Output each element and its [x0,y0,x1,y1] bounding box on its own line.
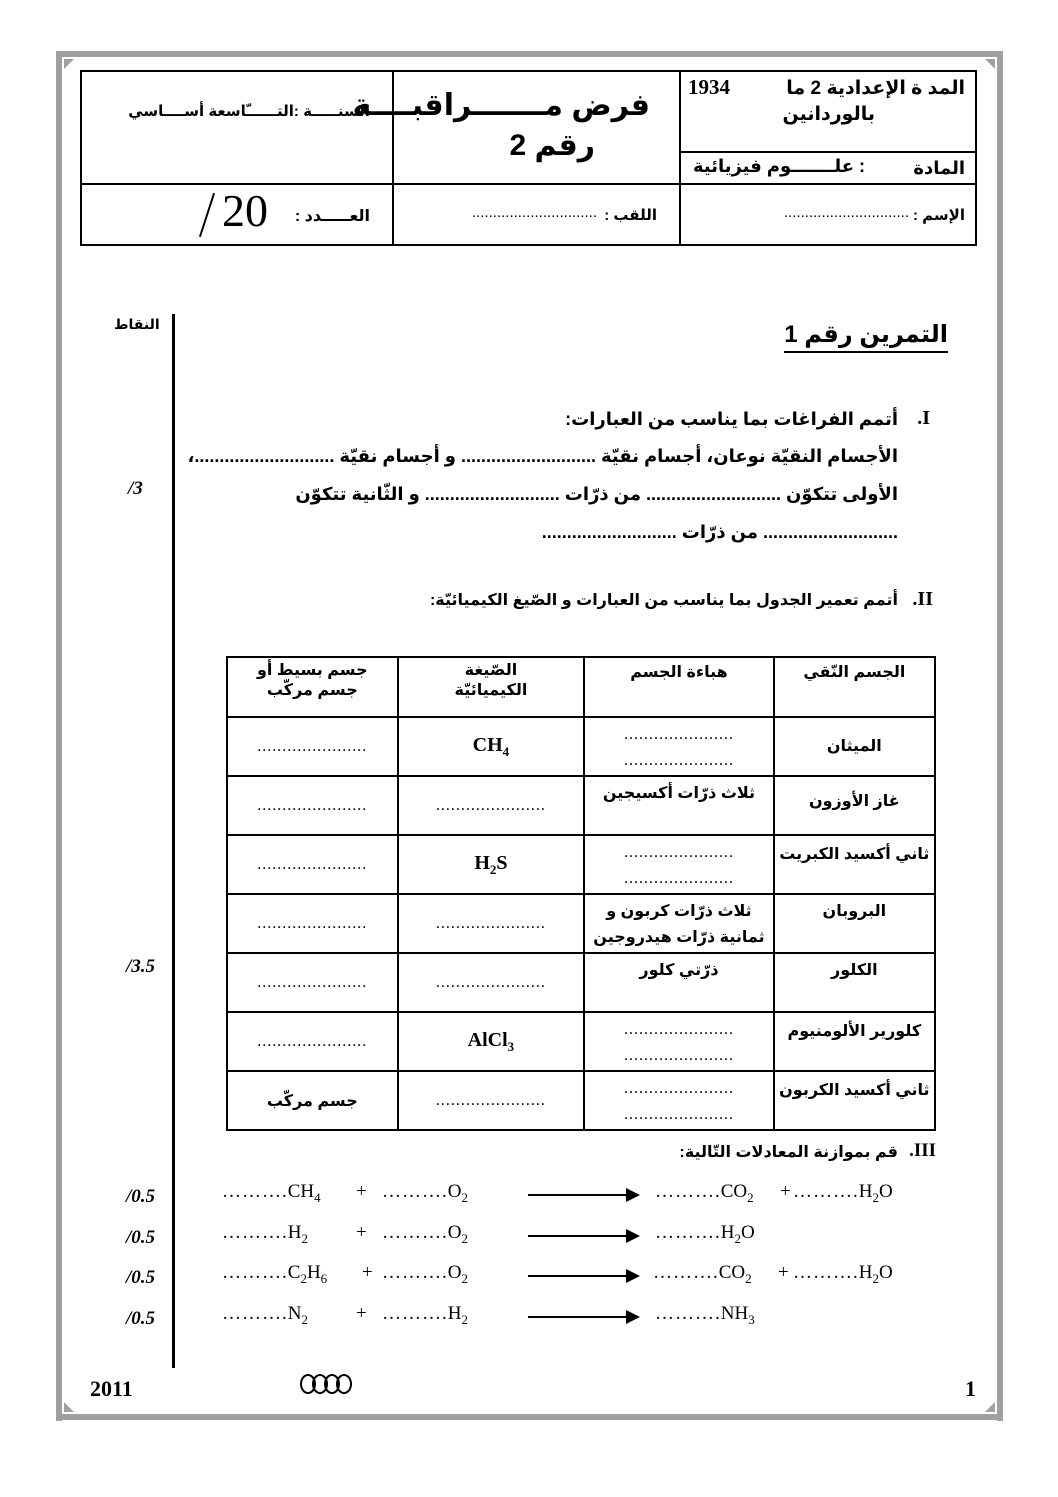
score-max: 20 [222,185,268,236]
formula: O [447,1262,462,1283]
cell-body-type[interactable] [227,1012,398,1071]
equation-points: /0.5 [126,1227,156,1248]
reactant-1[interactable] [222,1303,308,1328]
blank-field[interactable]: ...................... [623,1021,734,1038]
cell-body-type [227,1071,398,1130]
reactant-2[interactable] [382,1181,468,1206]
formula: O [878,1181,893,1202]
formula: H [858,1262,873,1283]
blank-field[interactable]: ...................... [623,1080,734,1097]
formula-subscript: 2 [747,1189,754,1205]
product-1[interactable] [655,1222,755,1247]
blank-field[interactable]: ...................... [257,796,368,814]
reactant-1[interactable] [222,1222,308,1247]
page-frame-left [56,51,62,1421]
cell-formula [398,717,585,776]
cell-formula[interactable] [398,776,585,835]
cell-formula[interactable] [398,953,585,1012]
part1-line[interactable]: الأجسام النقيّة نوعان، أجسام نقيّة ........................... و أجسام نقيّة ............................، [187,446,898,466]
molecule-text: ذرّتي كلور [639,962,719,979]
footer-mark [300,1374,352,1401]
points-column-divider [172,314,175,1368]
reactant-1[interactable] [222,1181,321,1206]
cell-pure-body: غاز الأوزون [774,776,935,835]
header-divider [82,183,975,185]
cell-pure-body: الكلور [774,953,935,1012]
blank-field[interactable]: ...................... [435,796,546,814]
plus-sign: + [356,1222,367,1243]
formula: CO [720,1181,748,1202]
name-label: الإسم : [913,207,965,224]
footer-year: 2011 [90,1376,133,1401]
cell-body-type[interactable] [227,776,398,835]
formula: N [287,1303,302,1324]
frame-corner-icon [985,1402,995,1412]
cell-molecule[interactable] [584,835,773,894]
cell-body-type[interactable] [227,894,398,953]
product-1[interactable] [655,1181,754,1206]
formula-subscript: 2 [461,1189,468,1205]
coefficient-blank[interactable]: ………. [793,1181,859,1202]
formula: C [287,1262,301,1283]
cell-body-type[interactable] [227,953,398,1012]
body-type-text: جسم مركّب [266,1092,358,1110]
header-formula: الصّيغة الكيميائيّة [398,657,585,717]
coefficient-blank[interactable]: ………. [655,1222,721,1243]
blank-field[interactable]: ...................... [623,870,734,887]
formula-tail: S [496,851,508,874]
cell-molecule[interactable] [584,894,773,953]
cell-pure-body: ثاني أكسيد الكبريت [774,835,935,894]
cell-molecule[interactable] [584,1071,773,1130]
header-body-type: جسم بسيط أو جسم مركّب [227,657,398,717]
plus-sign: + [362,1262,373,1283]
cell-body-type[interactable] [227,835,398,894]
score-label: العـــــدد : [294,208,370,225]
blank-field[interactable]: ...................... [623,1106,734,1123]
frame-corner-icon [64,59,74,69]
formula: CO [718,1262,746,1283]
frame-corner-icon [985,59,995,69]
frame-corner-icon [64,1402,74,1412]
exam-header [80,70,977,246]
formula-subscript: 4 [502,743,510,759]
name-field[interactable]: .............................. [783,204,909,221]
blank-field[interactable]: ...................... [623,752,734,769]
plus-sign: + [780,1181,791,1202]
part3-numeral: III. [909,1140,936,1161]
formula: O [447,1222,462,1243]
cell-formula[interactable] [398,894,585,953]
coefficient-blank[interactable]: ………. [382,1262,448,1283]
reaction-arrow-icon [528,1194,638,1196]
table-row [227,894,935,953]
coefficient-blank[interactable]: ………. [653,1262,719,1283]
formula: H [858,1181,873,1202]
formula-subscript: 3 [748,1311,755,1327]
part1-line[interactable]: الأولى تتكوّن ........................... من ذرّات ........................... و الثّانية تتكوّن [295,484,898,504]
formula: H [287,1222,302,1243]
cell-formula [398,835,585,894]
blank-field[interactable]: ...................... [257,855,368,873]
table-row [227,835,935,894]
surname-label: اللقب : [604,207,657,224]
reactant-2[interactable] [382,1222,468,1247]
cell-body-type[interactable] [227,717,398,776]
blank-field[interactable]: ...................... [257,973,368,991]
blank-field[interactable]: ...................... [623,726,734,743]
formula: CH [287,1181,315,1202]
molecule-text: ثمانية ذرّات هيدروجين [593,929,765,946]
cell-formula [398,1012,585,1071]
formula: O [878,1262,893,1283]
formula-subscript: 2 [301,1230,308,1246]
cell-formula[interactable] [398,1071,585,1130]
part3-instruction: قم بموازنة المعادلات التّالية: [679,1144,898,1161]
coefficient-blank[interactable]: ………. [222,1303,288,1324]
part2-points: /3.5 [126,956,156,977]
header-pure-body: الجسم النّقي [774,657,935,717]
exam-number: رقم 2 [509,129,595,162]
coefficient-blank[interactable]: ………. [222,1262,288,1283]
part1-instruction: أتمم الفراغات بما يناسب من العبارات: [565,409,898,429]
blank-field[interactable]: ...................... [257,737,368,755]
surname-field[interactable]: .............................. [471,204,597,221]
plus-sign: + [356,1181,367,1202]
blank-field[interactable]: ...................... [623,1047,734,1064]
compounds-table [226,656,936,1131]
plus-sign: + [778,1262,789,1283]
page-number: 1 [965,1376,976,1401]
school-name: المد ة الإعدادية 2 ما [786,78,965,99]
formula-subscript: 2 [461,1311,468,1327]
blank-field[interactable]: ...................... [435,973,546,991]
subject-label: المادة [913,158,965,178]
formula-subscript: 3 [507,1038,515,1054]
reaction-arrow-icon [528,1235,638,1237]
coefficient-blank[interactable]: ………. [793,1262,859,1283]
part1-numeral: I. [917,407,930,429]
table-header-row [227,657,935,717]
formula: H [447,1303,462,1324]
points-header: النقاط [114,316,160,332]
molecule-text: ثلاث ذرّات كربون و [606,903,752,920]
school-year-label: السنـــــة :التــــــّاسعة أســــاسي [128,103,370,120]
blank-field[interactable]: ...................... [623,844,734,861]
cell-molecule[interactable] [584,953,773,1012]
table-row [227,1071,935,1130]
formula-subscript: 2 [301,1311,308,1327]
formula-subscript: 2 [489,861,497,877]
header-divider [679,151,975,153]
formula-subscript: 6 [320,1270,328,1286]
school-location: بالوردانين [782,104,875,125]
cell-pure-body: ثاني أكسيد الكربون [774,1071,935,1130]
molecule-text: ثلاث ذرّات أكسيجين [602,785,756,802]
blank-field[interactable]: ...................... [257,914,368,932]
formula-subscript: 2 [461,1230,468,1246]
reaction-arrow-icon [528,1275,638,1277]
header-molecule: هباءة الجسم [584,657,773,717]
reactant-2[interactable] [382,1262,468,1287]
plus-sign: + [356,1303,367,1324]
formula-subscript: 2 [872,1270,879,1286]
part1-points: /3 [128,478,143,499]
cell-pure-body: الميثان [774,717,935,776]
formula-subscript: 2 [745,1270,752,1286]
formula-subscript: 2 [461,1270,468,1286]
score-slash [199,193,215,237]
coefficient-blank[interactable]: ………. [382,1303,448,1324]
coefficient-blank[interactable]: ………. [382,1222,448,1243]
subject-value: : علـــــــوم فيزيائية [692,156,865,176]
chemical-formula: H [474,851,490,874]
page-frame-bottom [56,1414,1003,1420]
blank-field[interactable]: ...................... [257,1032,368,1050]
table-row [227,953,935,1012]
formula-subscript: 2 [734,1230,741,1246]
cell-pure-body: كلورير الألومنيوم [774,1012,935,1071]
blank-field[interactable]: ...................... [435,914,546,932]
reactant-1[interactable] [222,1262,327,1287]
cell-pure-body: البروبان [774,894,935,953]
exercise-title: التمرين رقم 1 [784,320,948,353]
page-frame-top [56,51,1003,57]
reaction-arrow-icon [528,1316,638,1318]
formula-subscript: 4 [314,1189,321,1205]
equation-points: /0.5 [126,1186,156,1207]
formula-subscript: 2 [872,1189,879,1205]
coefficient-blank[interactable]: ………. [382,1181,448,1202]
page-frame-right [997,51,1003,1421]
coefficient-blank[interactable]: ………. [655,1303,721,1324]
product-1[interactable] [655,1303,755,1328]
coefficient-blank[interactable]: ………. [222,1222,288,1243]
equation-points: /0.5 [126,1308,156,1329]
blank-field[interactable]: ...................... [435,1091,546,1109]
school-code: 1934 [688,75,730,99]
equation-points: /0.5 [126,1267,156,1288]
chemical-formula: AlCl [467,1028,508,1051]
formula: NH [720,1303,749,1324]
table-row [227,1012,935,1071]
table-row [227,776,935,835]
part2-numeral: II. [912,588,933,610]
chemical-formula: CH [472,733,503,756]
formula: H [306,1262,321,1283]
exam-title: فرض مـــــــراقبــــة [352,89,650,122]
cell-molecule[interactable] [584,1012,773,1071]
part2-instruction: أتمم تعمير الجدول بما يناسب من العبارات و الصّيغ الكيميائيّة: [429,592,898,609]
product-2[interactable] [793,1262,893,1287]
formula-subscript: 2 [300,1270,307,1286]
product-1[interactable] [653,1262,752,1287]
formula: O [740,1222,755,1243]
coefficient-blank[interactable]: ………. [655,1181,721,1202]
header-divider [679,72,681,244]
table-row [227,717,935,776]
reactant-2[interactable] [382,1303,468,1328]
product-2[interactable] [793,1181,893,1206]
formula: O [447,1181,462,1202]
coefficient-blank[interactable]: ………. [222,1181,288,1202]
part1-line[interactable]: ........................... من ذرّات ........................... [541,522,898,542]
cell-molecule[interactable] [584,776,773,835]
formula: H [720,1222,735,1243]
cell-molecule[interactable] [584,717,773,776]
